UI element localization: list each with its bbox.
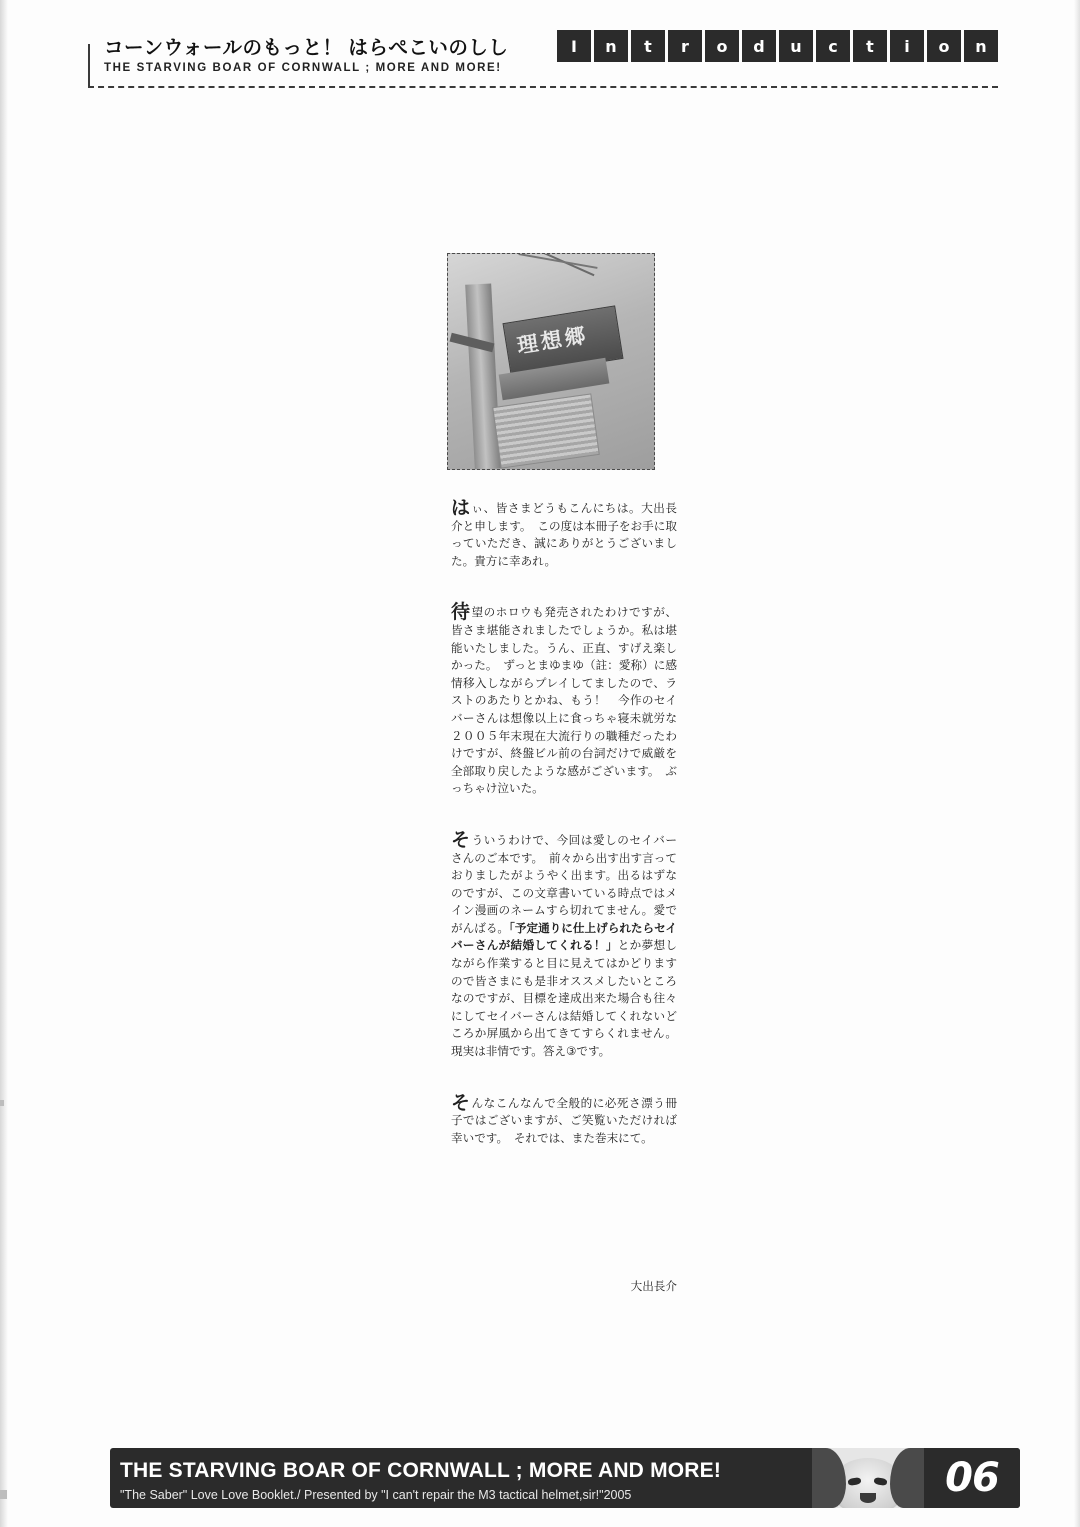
intro-letter: t bbox=[853, 30, 887, 62]
page-header bbox=[88, 30, 998, 92]
intro-letter: o bbox=[705, 30, 739, 62]
intro-letter: c bbox=[816, 30, 850, 62]
photograph bbox=[447, 253, 655, 470]
illustration-mouth bbox=[860, 1493, 876, 1503]
scan-edge-right bbox=[1074, 0, 1080, 1527]
scan-artifact bbox=[0, 1490, 7, 1499]
intro-letter: o bbox=[927, 30, 961, 62]
paragraph bbox=[451, 497, 677, 570]
body-text-column bbox=[451, 497, 677, 1147]
intro-letter: i bbox=[890, 30, 924, 62]
intro-letter: I bbox=[557, 30, 591, 62]
intro-letter: t bbox=[631, 30, 665, 62]
intro-letter: n bbox=[594, 30, 628, 62]
paragraph-text: ういうわけで、今回は愛しのセイバーさんのご本です。 前々から出す出す言っておりましたがようやく出ます。出るはずなのですが、この文章書いている時点ではメイン漫画のネームすら切れてません。愛でがんばる。 bbox=[451, 832, 677, 935]
page-number-block bbox=[924, 1448, 1020, 1508]
paragraph-text: 望のホロウも発売されたわけですが、皆さま堪能されましたでしょうか。私は堪能いたしました。うん、正直、すげえ楽しかった。 ずっとまゆまゆ（註：愛称）に感情移入しながらプレイしてましたので、ラストのあたりとかね、もう！ 今作のセイバーさんは想像以上に食っちゃ寝未就労な２００５年末現在大流行りの職種だったわけですが、終盤ビル前の台詞だけで威厳を全部取り戻したような感がございます。 ぶっちゃけ泣いた。 bbox=[451, 605, 677, 796]
header-title-english: THE STARVING BOAR OF CORNWALL ; MORE AND MORE! bbox=[104, 62, 502, 74]
paragraph bbox=[451, 828, 677, 1061]
footer-illustration bbox=[812, 1448, 924, 1508]
footer-text-block bbox=[110, 1448, 812, 1508]
page-number: 06 bbox=[945, 1455, 999, 1501]
paragraph-quote: 「予定通りに仕上げられたらセイバーさんが結婚してくれる！」 bbox=[451, 920, 677, 953]
author-signature: 大出長介 bbox=[630, 1279, 677, 1293]
header-bracket bbox=[88, 44, 90, 88]
paragraph-text: ぃ、皆さまどうもこんにちは。大出長介と申します。 この度は本冊子をお手に取っていただき、誠にありがとうございました。貴方に幸あれ。 bbox=[451, 501, 677, 568]
illustration-hair-right bbox=[890, 1448, 924, 1508]
footer-subtitle: "The Saber" Love Love Booklet./ Presented by "I can't repair the M3 tactical helmet,sir!"2005 bbox=[120, 1488, 632, 1502]
paragraph bbox=[451, 601, 677, 798]
header-divider bbox=[88, 86, 998, 88]
paragraph-text: んなこんなんで全般的に必死さ漂う冊子ではございますが、ご笑覧いただければ幸いです。 それでは、また巻末にて。 bbox=[451, 1095, 677, 1145]
scan-artifact bbox=[0, 1100, 4, 1106]
scan-edge-left bbox=[0, 0, 8, 1527]
paragraph-dropcap: そ bbox=[451, 828, 471, 851]
paragraph-dropcap: 待 bbox=[451, 601, 471, 624]
intro-letter: d bbox=[742, 30, 776, 62]
paragraph-dropcap: そ bbox=[451, 1091, 471, 1114]
footer-title: THE STARVING BOAR OF CORNWALL ; MORE AND MORE! bbox=[120, 1459, 722, 1482]
photo-sign-text: 理想郷 bbox=[515, 324, 591, 359]
page-footer bbox=[110, 1448, 1020, 1508]
paragraph bbox=[451, 1091, 677, 1148]
section-label-introduction bbox=[557, 30, 998, 62]
paragraph-text-tail: とか夢想しながら作業すると目に見えてはかどりますので皆さまにも是非オススメしたいところなのですが、目標を達成出来た場合も往々にしてセイバーさんは結婚してくれないどころか屏風から出てきてすらくれません。現実は非情です。答え③です。 bbox=[451, 938, 677, 1059]
paragraph-dropcap: は bbox=[451, 497, 471, 519]
intro-letter: n bbox=[964, 30, 998, 62]
header-title-japanese: コーンウォールのもっと！ はらぺこいのしし bbox=[104, 37, 509, 59]
intro-letter: u bbox=[779, 30, 813, 62]
illustration-hair-left bbox=[812, 1448, 846, 1508]
intro-letter: r bbox=[668, 30, 702, 62]
